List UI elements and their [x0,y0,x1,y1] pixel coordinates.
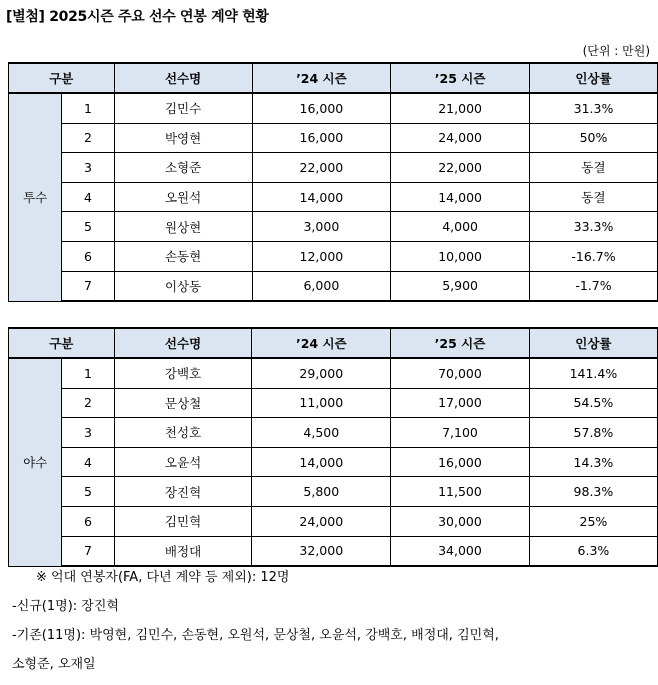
row-number: 6 [62,241,114,271]
header-player-name: 선수명 [114,328,252,358]
header-season-24: ’24 시즌 [252,328,391,358]
salary-25: 7,100 [391,418,530,448]
row-number: 7 [62,536,114,566]
group-label-pitchers: 투수 [9,93,62,301]
salary-25: 30,000 [391,506,530,536]
fielder-salary-table [8,327,658,567]
header-player-name: 선수명 [114,63,252,93]
header-category: 구분 [9,63,115,93]
player-name: 배정대 [114,536,252,566]
raise-rate: 14.3% [529,447,657,477]
row-number: 2 [62,123,114,153]
player-name: 강백호 [114,358,252,388]
unit-label: (단위 : 만원) [582,44,650,58]
player-name: 김민수 [114,93,252,123]
salary-25: 70,000 [391,358,530,388]
salary-24: 3,000 [252,212,391,242]
header-season-24: ’24 시즌 [252,63,391,93]
player-name: 오윤석 [114,447,252,477]
table-row [9,447,658,477]
table-row [9,418,658,448]
raise-rate: 98.3% [529,477,657,507]
raise-rate: -16.7% [529,241,657,271]
raise-rate: 57.8% [529,418,657,448]
table-row [9,212,658,242]
header-season-25: ’25 시즌 [391,63,530,93]
salary-25: 21,000 [391,93,530,123]
table-row [9,241,658,271]
document-title: [별첨] 2025시즌 주요 선수 연봉 계약 현황 [6,9,269,25]
raise-rate: 6.3% [529,536,657,566]
note-summary: ※ 억대 연봉자(FA, 다년 계약 등 제외): 12명 [36,570,290,585]
raise-rate: 25% [529,506,657,536]
row-number: 4 [62,447,114,477]
salary-25: 24,000 [391,123,530,153]
row-number: 3 [62,153,114,183]
salary-25: 22,000 [391,153,530,183]
table-row [9,271,658,301]
raise-rate: 54.5% [529,388,657,418]
salary-25: 34,000 [391,536,530,566]
row-number: 1 [62,358,114,388]
player-name: 원상현 [114,212,252,242]
player-name: 이상동 [114,271,252,301]
salary-24: 11,000 [252,388,391,418]
pitcher-salary-table [8,62,658,302]
player-name: 천성호 [114,418,252,448]
salary-24: 14,000 [252,447,391,477]
note-existing-players: -기존(11명): 박영현, 김민수, 손동현, 오원석, 문상철, 오윤석, 강백호, 배정대, 김민혁, [12,628,499,643]
salary-25: 10,000 [391,241,530,271]
raise-rate: 동결 [529,182,657,212]
header-category: 구분 [9,328,115,358]
raise-rate: 141.4% [529,358,657,388]
salary-24: 6,000 [252,271,391,301]
table-header-row [9,328,658,358]
salary-24: 4,500 [252,418,391,448]
table-row [9,358,658,388]
group-label-fielders: 야수 [9,358,62,566]
salary-24: 32,000 [252,536,391,566]
raise-rate: 50% [529,123,657,153]
salary-25: 4,000 [391,212,530,242]
row-number: 4 [62,182,114,212]
header-raise-rate: 인상률 [529,63,657,93]
raise-rate: 31.3% [529,93,657,123]
table-row [9,123,658,153]
salary-24: 14,000 [252,182,391,212]
header-raise-rate: 인상률 [529,328,657,358]
salary-24: 16,000 [252,93,391,123]
player-name: 김민혁 [114,506,252,536]
salary-24: 5,800 [252,477,391,507]
salary-25: 14,000 [391,182,530,212]
salary-25: 17,000 [391,388,530,418]
header-season-25: ’25 시즌 [391,328,530,358]
raise-rate: -1.7% [529,271,657,301]
salary-24: 29,000 [252,358,391,388]
table-row [9,536,658,566]
note-existing-players-cont: 소형준, 오재일 [12,657,96,672]
row-number: 3 [62,418,114,448]
salary-24: 22,000 [252,153,391,183]
table-row [9,477,658,507]
note-new-players: -신규(1명): 장진혁 [12,599,119,614]
table-row [9,93,658,123]
raise-rate: 동결 [529,153,657,183]
salary-24: 16,000 [252,123,391,153]
salary-24: 24,000 [252,506,391,536]
player-name: 소형준 [114,153,252,183]
player-name: 장진혁 [114,477,252,507]
row-number: 5 [62,212,114,242]
salary-25: 11,500 [391,477,530,507]
player-name: 손동현 [114,241,252,271]
player-name: 박영현 [114,123,252,153]
table-row [9,506,658,536]
row-number: 7 [62,271,114,301]
table-row [9,182,658,212]
salary-24: 12,000 [252,241,391,271]
table-row [9,388,658,418]
table-header-row [9,63,658,93]
row-number: 2 [62,388,114,418]
salary-25: 5,900 [391,271,530,301]
player-name: 오원석 [114,182,252,212]
row-number: 5 [62,477,114,507]
player-name: 문상철 [114,388,252,418]
salary-25: 16,000 [391,447,530,477]
row-number: 6 [62,506,114,536]
row-number: 1 [62,93,114,123]
raise-rate: 33.3% [529,212,657,242]
table-row [9,153,658,183]
